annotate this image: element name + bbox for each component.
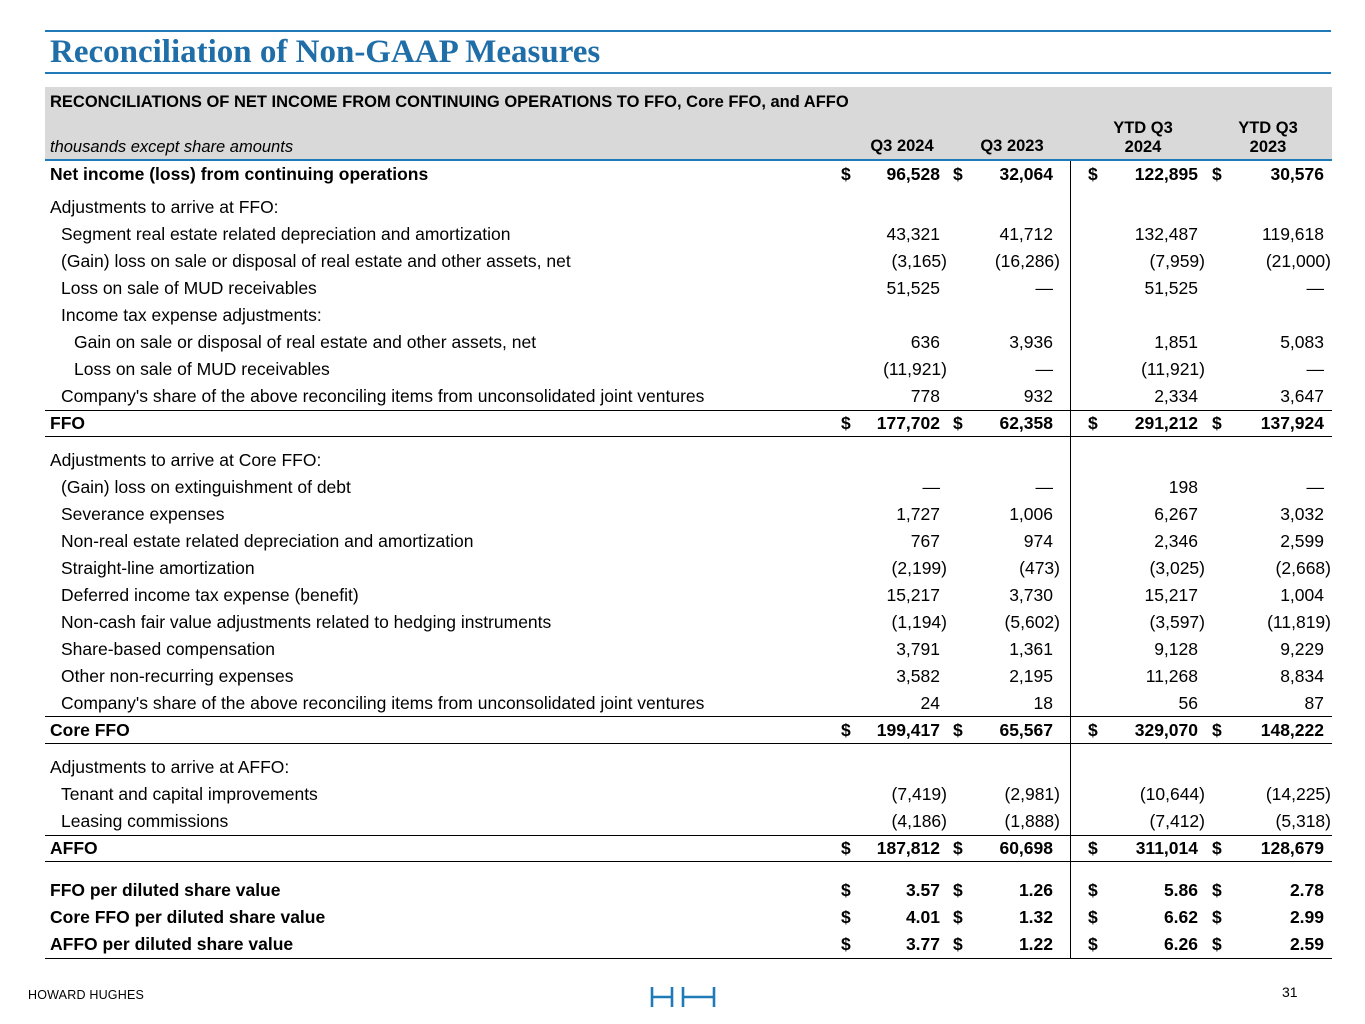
value-cell: 199,417 bbox=[876, 720, 940, 740]
value-cell: 15,217 bbox=[886, 585, 940, 605]
dollar-sign: $ bbox=[953, 413, 963, 433]
value-cell: 778 bbox=[910, 386, 940, 406]
value-cell: 198 bbox=[1168, 477, 1198, 497]
value-cell: 2,346 bbox=[1154, 531, 1198, 551]
table-row bbox=[45, 329, 1332, 356]
table-row bbox=[45, 501, 1332, 528]
value-cell: 6.62 bbox=[1163, 907, 1198, 927]
value-cell: 4.01 bbox=[905, 907, 940, 927]
row-label: Adjustments to arrive at AFFO: bbox=[50, 757, 290, 777]
value-cell: 2,334 bbox=[1154, 386, 1198, 406]
dollar-sign: $ bbox=[953, 838, 963, 858]
table-row bbox=[45, 904, 1332, 931]
dollar-sign: $ bbox=[1088, 880, 1098, 900]
value-cell: 122,895 bbox=[1134, 164, 1198, 184]
value-cell: 3,032 bbox=[1280, 504, 1324, 524]
column-header-q3-2024: Q3 2024 bbox=[870, 137, 934, 155]
value-cell: (2,981) bbox=[1004, 784, 1060, 804]
column-header-line2: 2023 bbox=[1249, 138, 1287, 156]
value-cell: 30,576 bbox=[1270, 164, 1324, 184]
value-cell: 311,014 bbox=[1135, 838, 1198, 858]
dollar-sign: $ bbox=[841, 907, 851, 927]
value-cell: (10,644) bbox=[1139, 784, 1205, 804]
table-row bbox=[45, 754, 1332, 781]
value-cell: 1,361 bbox=[1009, 639, 1053, 659]
table-row bbox=[45, 410, 1332, 437]
value-cell: 60,698 bbox=[999, 838, 1053, 858]
value-cell: 5.86 bbox=[1163, 880, 1198, 900]
row-label: AFFO bbox=[50, 838, 98, 858]
dollar-sign: $ bbox=[1212, 838, 1222, 858]
value-cell: — bbox=[1035, 477, 1053, 497]
dollar-sign: $ bbox=[841, 934, 851, 954]
table-row bbox=[45, 835, 1332, 862]
value-cell: (3,025) bbox=[1149, 558, 1205, 578]
row-label: Deferred income tax expense (benefit) bbox=[61, 585, 359, 605]
value-cell: — bbox=[1306, 359, 1324, 379]
value-cell: 51,525 bbox=[886, 278, 940, 298]
column-header-q3-2023: Q3 2023 bbox=[980, 137, 1044, 155]
row-label: Severance expenses bbox=[61, 504, 225, 524]
value-cell: 8,834 bbox=[1280, 666, 1324, 686]
value-cell: 3.77 bbox=[905, 934, 940, 954]
table-row bbox=[45, 609, 1332, 636]
value-cell: 9,128 bbox=[1154, 639, 1198, 659]
table-rule bbox=[45, 436, 1332, 437]
value-cell: (2,199) bbox=[891, 558, 947, 578]
row-label: Company's share of the above reconciling items from unconsolidated joint ventures bbox=[61, 386, 705, 406]
value-cell: 932 bbox=[1023, 386, 1053, 406]
value-cell: 2.99 bbox=[1289, 907, 1324, 927]
value-cell: 3.57 bbox=[905, 880, 940, 900]
dollar-sign: $ bbox=[1088, 838, 1098, 858]
row-label: Loss on sale of MUD receivables bbox=[61, 278, 317, 298]
table-title: RECONCILIATIONS OF NET INCOME FROM CONTINUING OPERATIONS TO FFO, Core FFO, and AFFO bbox=[50, 93, 849, 111]
table-row bbox=[45, 194, 1332, 221]
column-header-line1: YTD Q3 bbox=[1238, 119, 1298, 137]
value-cell: (7,419) bbox=[891, 784, 947, 804]
title-rule bbox=[45, 72, 1331, 74]
table-row bbox=[45, 356, 1332, 383]
dollar-sign: $ bbox=[1212, 907, 1222, 927]
value-cell: — bbox=[922, 477, 940, 497]
dollar-sign: $ bbox=[841, 838, 851, 858]
value-cell: 636 bbox=[910, 332, 940, 352]
top-rule bbox=[45, 30, 1331, 32]
value-cell: (3,597) bbox=[1149, 612, 1205, 632]
value-cell: — bbox=[1306, 477, 1324, 497]
value-cell: 1.26 bbox=[1018, 880, 1053, 900]
value-cell: 177,702 bbox=[876, 413, 940, 433]
value-cell: 3,730 bbox=[1009, 585, 1053, 605]
table-row bbox=[45, 447, 1332, 474]
units-label: thousands except share amounts bbox=[50, 138, 294, 156]
dollar-sign: $ bbox=[1212, 880, 1222, 900]
dollar-sign: $ bbox=[1088, 413, 1098, 433]
table-row bbox=[45, 555, 1332, 582]
value-cell: 3,582 bbox=[896, 666, 940, 686]
row-label: Core FFO per diluted share value bbox=[50, 907, 326, 927]
table-row bbox=[45, 248, 1332, 275]
table-row bbox=[45, 931, 1332, 958]
value-cell: 18 bbox=[1033, 693, 1053, 713]
value-cell: (21,000) bbox=[1265, 251, 1331, 271]
company-name: HOWARD HUGHES bbox=[28, 988, 145, 1002]
row-label: Leasing commissions bbox=[61, 811, 229, 831]
value-cell: 137,924 bbox=[1260, 413, 1324, 433]
dollar-sign: $ bbox=[1088, 934, 1098, 954]
value-cell: 1.32 bbox=[1018, 907, 1053, 927]
table-rule bbox=[45, 716, 1332, 717]
row-label: Non-cash fair value adjustments related to hedging instruments bbox=[61, 612, 552, 632]
value-cell: 1,006 bbox=[1009, 504, 1053, 524]
value-cell: (5,318) bbox=[1275, 811, 1331, 831]
row-label: Segment real estate related depreciation and amortization bbox=[61, 224, 511, 244]
dollar-sign: $ bbox=[1212, 413, 1222, 433]
value-cell: 65,567 bbox=[999, 720, 1053, 740]
value-cell: 51,525 bbox=[1144, 278, 1198, 298]
value-cell: 11,268 bbox=[1145, 666, 1198, 686]
value-cell: 291,212 bbox=[1134, 413, 1198, 433]
value-cell: 1,004 bbox=[1280, 585, 1324, 605]
value-cell: 3,791 bbox=[896, 639, 940, 659]
dollar-sign: $ bbox=[1088, 164, 1098, 184]
table-row bbox=[45, 690, 1332, 717]
row-label: AFFO per diluted share value bbox=[50, 934, 294, 954]
value-cell: 187,812 bbox=[876, 838, 940, 858]
row-label: Non-real estate related depreciation and amortization bbox=[61, 531, 474, 551]
dollar-sign: $ bbox=[953, 880, 963, 900]
row-label: Net income (loss) from continuing operations bbox=[50, 164, 429, 184]
value-cell: (11,921) bbox=[883, 359, 947, 379]
value-cell: 329,070 bbox=[1134, 720, 1198, 740]
column-header-line2: 2024 bbox=[1124, 138, 1162, 156]
table-row bbox=[45, 877, 1332, 904]
value-cell: 2,195 bbox=[1009, 666, 1053, 686]
column-header-ytd-2024 bbox=[1088, 119, 1198, 157]
dollar-sign: $ bbox=[953, 164, 963, 184]
value-cell: — bbox=[1035, 278, 1053, 298]
dollar-sign: $ bbox=[1212, 720, 1222, 740]
value-cell: 87 bbox=[1304, 693, 1324, 713]
value-cell: 9,229 bbox=[1280, 639, 1324, 659]
value-cell: 56 bbox=[1178, 693, 1198, 713]
table-row bbox=[45, 781, 1332, 808]
value-cell: 1.22 bbox=[1018, 934, 1053, 954]
value-cell: — bbox=[1306, 278, 1324, 298]
value-cell: 15,217 bbox=[1144, 585, 1198, 605]
table-rule bbox=[45, 958, 1332, 959]
value-cell: 96,528 bbox=[886, 164, 940, 184]
value-cell: 148,222 bbox=[1260, 720, 1324, 740]
dollar-sign: $ bbox=[1212, 164, 1222, 184]
row-label: Gain on sale or disposal of real estate and other assets, net bbox=[74, 332, 537, 352]
dollar-sign: $ bbox=[841, 880, 851, 900]
value-cell: 119,618 bbox=[1262, 224, 1324, 244]
page-title: Reconciliation of Non-GAAP Measures bbox=[50, 34, 601, 70]
row-label: Tenant and capital improvements bbox=[61, 784, 318, 804]
value-cell: 2.78 bbox=[1289, 880, 1324, 900]
table-row bbox=[45, 582, 1332, 609]
value-cell: 2,599 bbox=[1280, 531, 1324, 551]
value-cell: 132,487 bbox=[1134, 224, 1198, 244]
row-label: Loss on sale of MUD receivables bbox=[74, 359, 330, 379]
dollar-sign: $ bbox=[953, 907, 963, 927]
dollar-sign: $ bbox=[841, 164, 851, 184]
table-row bbox=[45, 528, 1332, 555]
value-cell: 24 bbox=[920, 693, 940, 713]
row-label: Company's share of the above reconciling items from unconsolidated joint ventures bbox=[61, 693, 705, 713]
value-cell: 41,712 bbox=[999, 224, 1053, 244]
row-label: Adjustments to arrive at Core FFO: bbox=[50, 450, 322, 470]
value-cell: 767 bbox=[910, 531, 940, 551]
dollar-sign: $ bbox=[953, 934, 963, 954]
table-rule bbox=[45, 835, 1332, 836]
page-number: 31 bbox=[1282, 984, 1298, 1000]
column-header-line1: YTD Q3 bbox=[1113, 119, 1173, 137]
value-cell: (11,921) bbox=[1141, 359, 1205, 379]
table-rule bbox=[45, 410, 1332, 411]
value-cell: 3,647 bbox=[1280, 386, 1324, 406]
table-row bbox=[45, 302, 1332, 329]
dollar-sign: $ bbox=[841, 720, 851, 740]
table-row bbox=[45, 275, 1332, 302]
dollar-sign: $ bbox=[1212, 934, 1222, 954]
value-cell: (1,194) bbox=[891, 612, 947, 632]
value-cell: 62,358 bbox=[999, 413, 1053, 433]
value-cell: 128,679 bbox=[1260, 838, 1324, 858]
value-cell: (7,412) bbox=[1149, 811, 1205, 831]
row-label: Straight-line amortization bbox=[61, 558, 255, 578]
row-label: FFO per diluted share value bbox=[50, 880, 281, 900]
table-row bbox=[45, 636, 1332, 663]
value-cell: (3,165) bbox=[891, 251, 947, 271]
value-cell: (7,959) bbox=[1149, 251, 1205, 271]
value-cell: (11,819) bbox=[1267, 612, 1331, 632]
value-cell: 974 bbox=[1023, 531, 1053, 551]
value-cell: (14,225) bbox=[1265, 784, 1331, 804]
row-label: Other non-recurring expenses bbox=[61, 666, 294, 686]
value-cell: 43,321 bbox=[886, 224, 940, 244]
table-row bbox=[45, 161, 1332, 188]
table-row bbox=[45, 474, 1332, 501]
value-cell: 1,851 bbox=[1154, 332, 1198, 352]
value-cell: 1,727 bbox=[896, 504, 940, 524]
dollar-sign: $ bbox=[841, 413, 851, 433]
dollar-sign: $ bbox=[1088, 907, 1098, 927]
value-cell: (4,186) bbox=[891, 811, 947, 831]
value-cell: (1,888) bbox=[1004, 811, 1060, 831]
row-label: Core FFO bbox=[50, 720, 130, 740]
table-row bbox=[45, 221, 1332, 248]
row-label: FFO bbox=[50, 413, 85, 433]
row-label: (Gain) loss on extinguishment of debt bbox=[61, 477, 351, 497]
column-header-ytd-2023 bbox=[1212, 119, 1324, 157]
value-cell: 3,936 bbox=[1009, 332, 1053, 352]
value-cell: 6.26 bbox=[1163, 934, 1198, 954]
row-label: Adjustments to arrive at FFO: bbox=[50, 197, 279, 217]
value-cell: 32,064 bbox=[999, 164, 1053, 184]
value-cell: 2.59 bbox=[1289, 934, 1324, 954]
value-cell: (5,602) bbox=[1004, 612, 1060, 632]
table-rule bbox=[45, 861, 1332, 862]
table-row bbox=[45, 663, 1332, 690]
table-row bbox=[45, 383, 1332, 410]
value-cell: 6,267 bbox=[1154, 504, 1198, 524]
dollar-sign: $ bbox=[1088, 720, 1098, 740]
value-cell: — bbox=[1035, 359, 1053, 379]
table-row bbox=[45, 717, 1332, 744]
value-cell: (473) bbox=[1019, 558, 1060, 578]
row-label: Share-based compensation bbox=[61, 639, 276, 659]
howard-hughes-logo-icon bbox=[650, 986, 716, 1008]
table-row bbox=[45, 808, 1332, 835]
row-label: Income tax expense adjustments: bbox=[61, 305, 322, 325]
table-rule bbox=[45, 743, 1332, 744]
value-cell: (2,668) bbox=[1275, 558, 1331, 578]
value-cell: 5,083 bbox=[1280, 332, 1324, 352]
value-cell: (16,286) bbox=[994, 251, 1060, 271]
dollar-sign: $ bbox=[953, 720, 963, 740]
row-label: (Gain) loss on sale or disposal of real estate and other assets, net bbox=[61, 251, 571, 271]
